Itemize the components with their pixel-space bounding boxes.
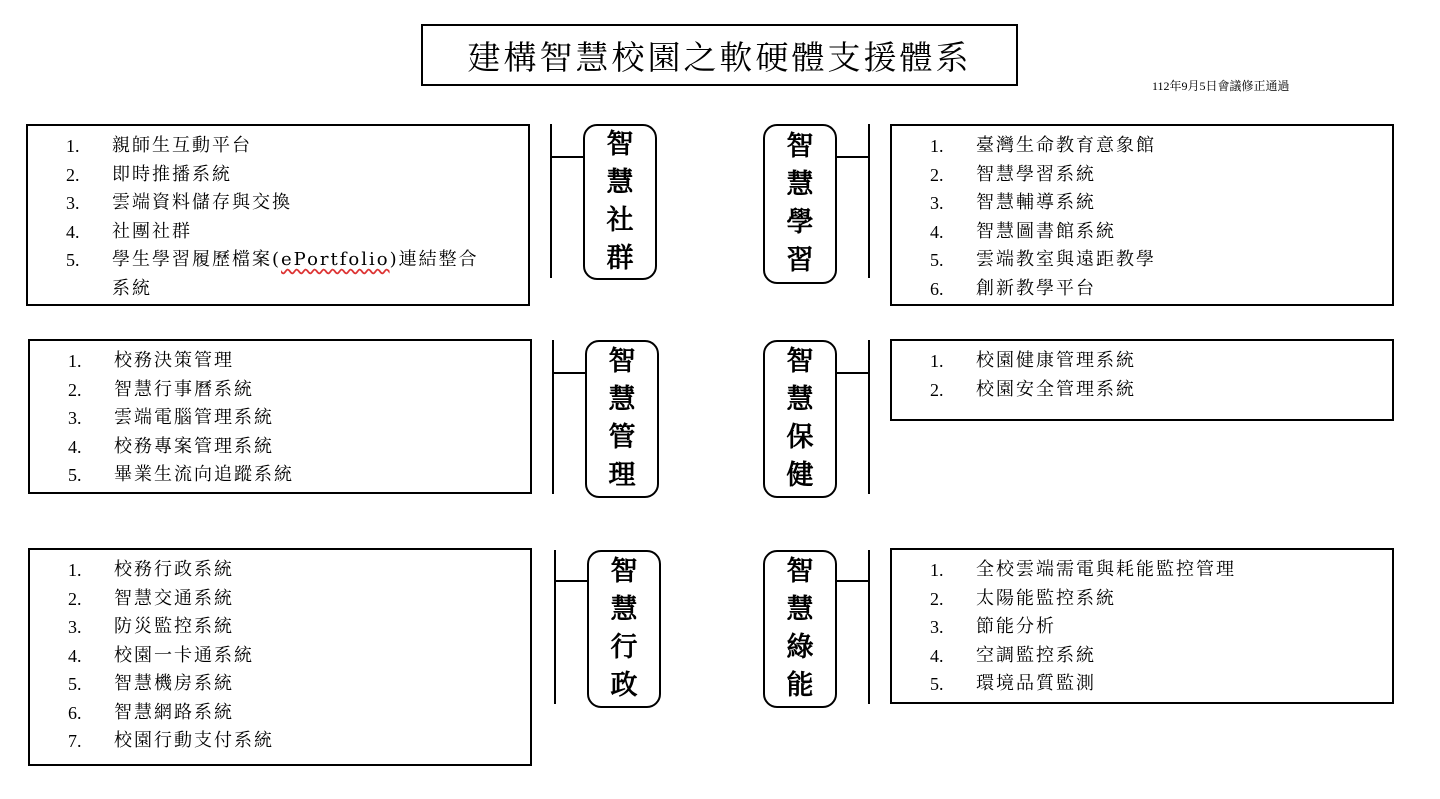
energy-connector — [836, 580, 869, 582]
list-item: 5. 智慧機房系統 — [68, 673, 234, 694]
community-bracket-line — [550, 124, 552, 278]
list-item: 1. 校務決策管理 — [68, 350, 234, 371]
list-item: 2. 校園安全管理系統 — [930, 378, 1136, 400]
list-item: 1. 校務行政系統 — [68, 559, 234, 580]
list-item: 1. 親師生互動平台 — [66, 135, 252, 156]
list-item: 2. 智慧行事曆系統 — [68, 378, 254, 400]
list-item: 1. 校園健康管理系統 — [930, 350, 1136, 371]
admin-bracket-line — [554, 550, 556, 704]
list-item: 3. 雲端資料儲存與交換 — [66, 192, 292, 213]
health-category-label: 智 慧 保 健 — [763, 340, 837, 498]
list-item: 4. 校務專案管理系統 — [68, 435, 274, 457]
admin-connector — [555, 580, 588, 582]
list-item: 4. 智慧圖書館系統 — [930, 220, 1116, 242]
admin-category-label: 智 慧 行 政 — [587, 550, 661, 708]
eportfolio-term: ePortfolio — [281, 249, 390, 270]
learning-connector — [836, 156, 869, 158]
list-item: 4. 校園一卡通系統 — [68, 644, 254, 666]
list-item: 5. 環境品質監測 — [930, 673, 1096, 694]
list-item: 3. 雲端電腦管理系統 — [68, 407, 274, 428]
list-item: 3. 智慧輔導系統 — [930, 192, 1096, 213]
health-bracket-line — [868, 340, 870, 494]
list-item: 5. 畢業生流向追蹤系統 — [68, 464, 294, 485]
management-connector — [553, 372, 586, 374]
health-list-box — [890, 339, 1394, 421]
management-category-label: 智 慧 管 理 — [585, 340, 659, 498]
list-item: 6. 智慧網路系統 — [68, 701, 234, 723]
energy-list-box — [890, 548, 1394, 704]
learning-category-label: 智 慧 學 習 — [763, 124, 837, 284]
list-item-continuation: 系統 — [112, 277, 152, 299]
health-connector — [836, 372, 869, 374]
learning-list-box — [890, 124, 1394, 306]
list-item: 7. 校園行動支付系統 — [68, 730, 274, 751]
admin-list-box — [28, 548, 532, 766]
list-item: 6. 創新教學平台 — [930, 277, 1096, 299]
list-item: 1. 全校雲端需電與耗能監控管理 — [930, 559, 1236, 580]
energy-category-label: 智 慧 綠 能 — [763, 550, 837, 708]
community-category-label: 智 慧 社 群 — [583, 124, 657, 280]
list-item: 2. 智慧交通系統 — [68, 587, 234, 609]
list-item: 3. 防災監控系統 — [68, 616, 234, 637]
management-bracket-line — [552, 340, 554, 494]
diagram-title: 建構智慧校園之軟硬體支援體系 — [467, 37, 972, 77]
list-item: 1. 臺灣生命教育意象館 — [930, 135, 1156, 156]
list-item: 2. 即時推播系統 — [66, 163, 232, 185]
list-item: 5. 雲端教室與遠距教學 — [930, 249, 1156, 270]
community-connector — [551, 156, 584, 158]
learning-bracket-line — [868, 124, 870, 278]
list-item: 5. 學生學習履歷檔案(ePortfolio)連結整合 — [66, 249, 479, 270]
list-item: 4. 空調監控系統 — [930, 644, 1096, 666]
energy-bracket-line — [868, 550, 870, 704]
list-item: 2. 智慧學習系統 — [930, 163, 1096, 185]
community-list-box — [26, 124, 530, 306]
diagram-title-box — [421, 24, 1018, 86]
list-item: 3. 節能分析 — [930, 616, 1056, 637]
list-item: 4. 社團社群 — [66, 220, 192, 242]
list-item: 2. 太陽能監控系統 — [930, 587, 1116, 609]
management-list-box — [28, 339, 532, 494]
revision-note: 112年9月5日會議修正通過 — [1152, 79, 1290, 93]
